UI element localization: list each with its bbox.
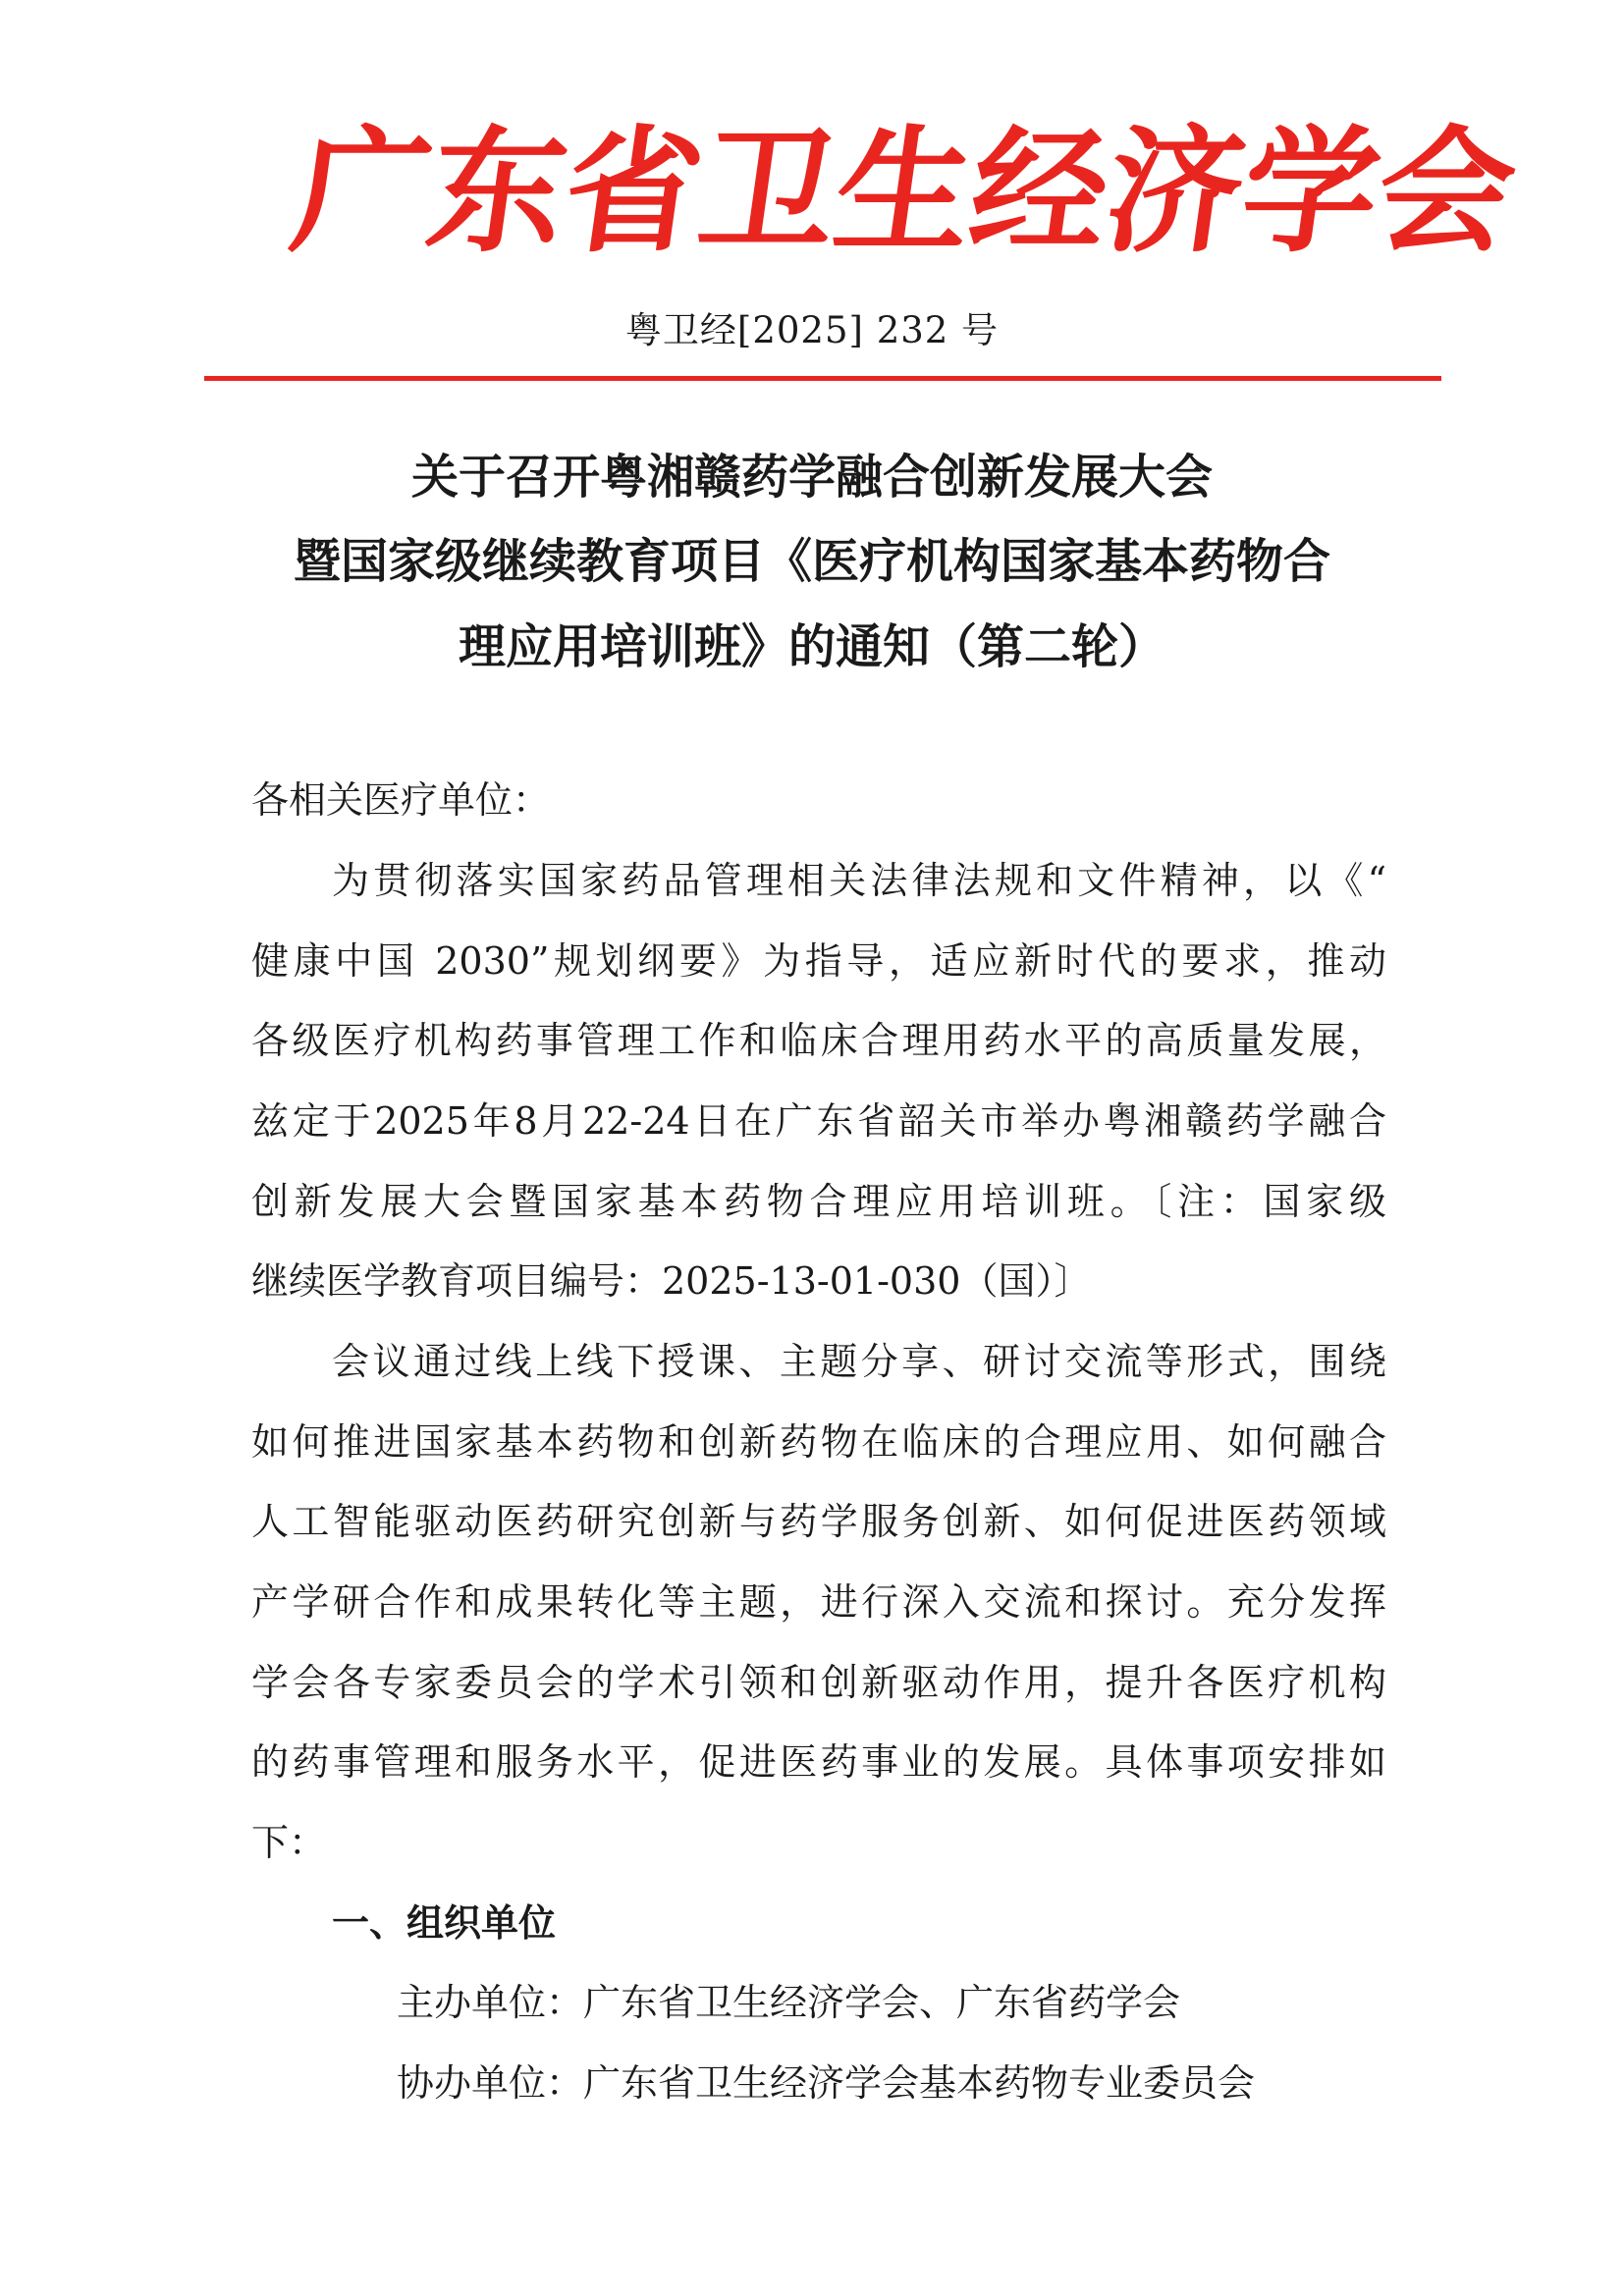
document-number: 粤卫经[2025] 232 号: [624, 309, 1000, 351]
paragraph-1-line: 兹定于2025年8月22-24日在广东省韶关市举办粤湘赣药学融合: [251, 1099, 1386, 1143]
org-name-char: 济: [1096, 111, 1255, 271]
org-name-char: 学: [1231, 111, 1390, 271]
notice-title-line-2: 暨国家级继续教育项目《医疗机构国家基本药物合: [293, 534, 1330, 589]
paragraph-2-line: 下：: [251, 1821, 327, 1864]
notice-title-line-3: 理应用培训班》的通知（第二轮）: [458, 619, 1165, 674]
org-name-char: 会: [1367, 111, 1526, 271]
paragraph-2-line: 学会各专家委员会的学术引领和创新驱动作用，提升各医疗机构: [251, 1661, 1386, 1704]
org-name-char: 经: [960, 111, 1119, 271]
host-organizations: 主办单位：广东省卫生经济学会、广东省药学会: [397, 1981, 1181, 2024]
org-name-char: 省: [554, 111, 713, 271]
paragraph-2-line: 如何推进国家基本药物和创新药物在临床的合理应用、如何融合: [251, 1420, 1386, 1464]
salutation: 各相关医疗单位：: [251, 778, 551, 822]
paragraph-1-line: 为贯彻落实国家药品管理相关法律法规和文件精神，以《“: [332, 859, 1386, 902]
paragraph-2-line: 人工智能驱动医药研究创新与药学服务创新、如何促进医药领域: [251, 1500, 1386, 1543]
paragraph-1-line: 健康中国 2030”规划纲要》为指导，适应新时代的要求，推动: [251, 939, 1386, 983]
header-divider: [204, 376, 1441, 381]
org-name-char: 生: [825, 111, 984, 271]
paragraph-1-line: 各级医疗机构药事管理工作和临床合理用药水平的高质量发展，: [251, 1019, 1386, 1062]
section-heading: 一、组织单位: [332, 1900, 557, 1945]
paragraph-2-line: 会议通过线上线下授课、主题分享、研讨交流等形式，围绕: [332, 1340, 1386, 1383]
org-name-header: [283, 108, 1526, 275]
co-host-organizations: 协办单位：广东省卫生经济学会基本药物专业委员会: [397, 2061, 1256, 2105]
paragraph-1-line: 继续医学教育项目编号：2025-13-01-030（国）〕: [251, 1259, 1092, 1303]
org-name-char: 广: [283, 111, 442, 271]
paragraph-1-line: 创新发展大会暨国家基本药物合理应用培训班。〔注：国家级: [251, 1180, 1386, 1223]
paragraph-2-line: 的药事管理和服务水平，促进医药事业的发展。具体事项安排如: [251, 1740, 1386, 1784]
org-name-char: 卫: [689, 111, 848, 271]
notice-title-line-1: 关于召开粤湘赣药学融合创新发展大会: [410, 450, 1213, 505]
org-name-char: 东: [418, 111, 577, 271]
paragraph-2-line: 产学研合作和成果转化等主题，进行深入交流和探讨。充分发挥: [251, 1580, 1386, 1624]
